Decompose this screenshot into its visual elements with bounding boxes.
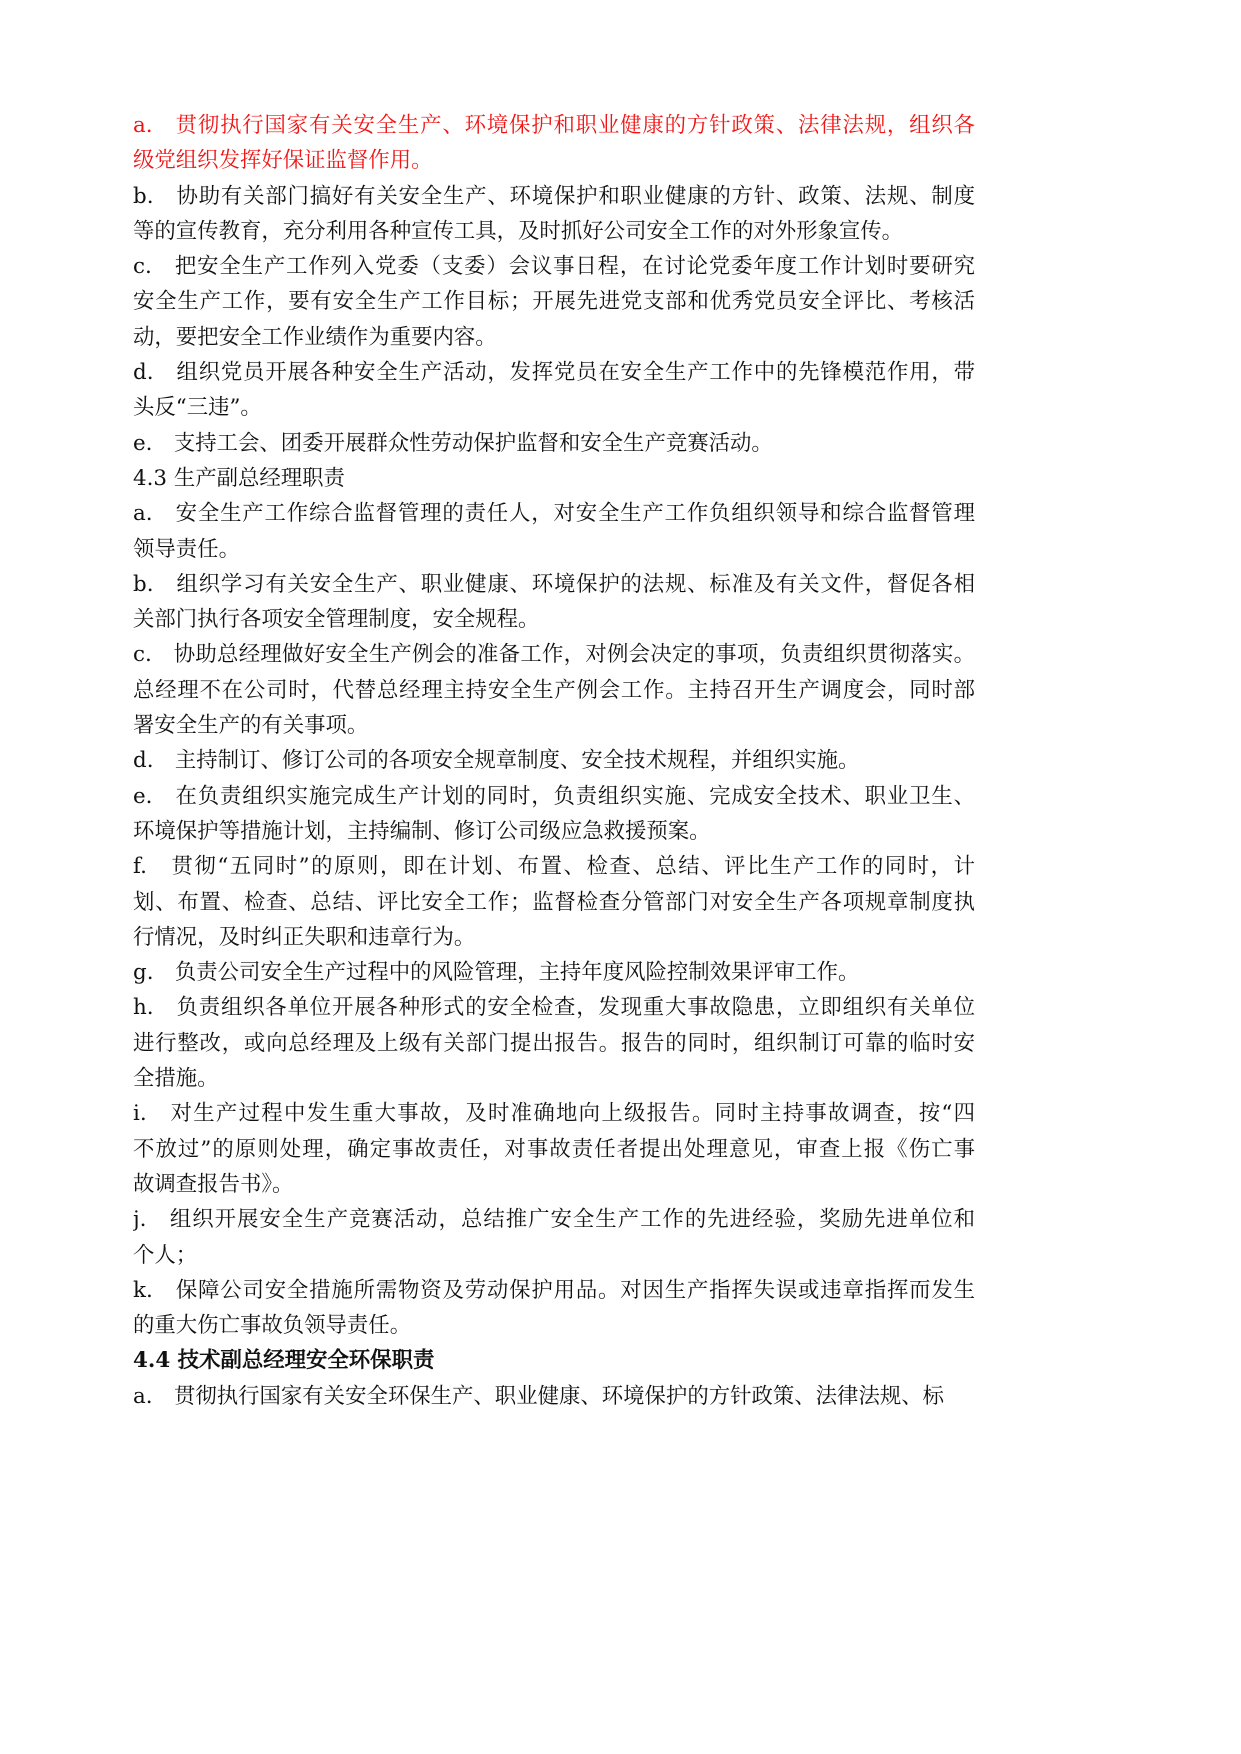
- paragraph: [133, 426, 975, 461]
- text-line: 关部门执行各项安全管理制度，安全规程。: [133, 607, 540, 633]
- text-line: 4.4 技术副总经理安全环保职责: [133, 1348, 435, 1374]
- text-line: k. 保障公司安全措施所需物资及劳动保护用品。对因生产指挥失误或违章指挥而发生: [133, 1277, 975, 1303]
- paragraph: [133, 849, 975, 955]
- text-line: 故调查报告书》。: [133, 1171, 294, 1197]
- text-line: e. 支持工会、团委开展群众性劳动保护监督和安全生产竞赛活动。: [133, 430, 773, 456]
- text-line: b. 组织学习有关安全生产、职业健康、环境保护的法规、标准及有关文件，督促各相: [133, 571, 975, 597]
- text-line: 领导责任。: [133, 536, 240, 562]
- text-line: c. 协助总经理做好安全生产例会的准备工作，对例会决定的事项，负责组织贯彻落实。: [133, 642, 975, 668]
- text-line: c. 把安全生产工作列入党委（支委）会议事日程，在讨论党委年度工作计划时要研究: [133, 254, 975, 280]
- paragraph: [133, 779, 975, 850]
- text-line: 安全生产工作，要有安全生产工作目标；开展先进党支部和优秀党员安全评比、考核活: [133, 289, 975, 315]
- text-line: e. 在负责组织实施完成生产计划的同时，负责组织实施、完成安全技术、职业卫生、: [133, 783, 975, 809]
- text-line: 划、布置、检查、总结、评比安全工作；监督检查分管部门对安全生产各项规章制度执: [133, 889, 975, 915]
- text-line: 环境保护等措施计划，主持编制、修订公司级应急救援预案。: [133, 818, 711, 844]
- text-line: 行情况，及时纠正失职和违章行为。: [133, 924, 476, 950]
- paragraph: [133, 249, 975, 355]
- text-line: a. 安全生产工作综合监督管理的责任人，对安全生产工作负组织领导和综合监督管理: [133, 501, 975, 527]
- text-line: i. 对生产过程中发生重大事故，及时准确地向上级报告。同时主持事故调查，按“四: [133, 1101, 975, 1127]
- text-line: 头反“三违”。: [133, 395, 262, 421]
- text-line: 总经理不在公司时，代替总经理主持安全生产例会工作。主持召开生产调度会，同时部: [133, 677, 975, 703]
- text-line: 不放过”的原则处理，确定事故责任，对事故责任者提出处理意见，审查上报《伤亡事: [133, 1136, 975, 1162]
- paragraph: [133, 990, 975, 1096]
- paragraph: [133, 496, 975, 567]
- text-line: h. 负责组织各单位开展各种形式的安全检查，发现重大事故隐患，立即组织有关单位: [133, 995, 975, 1021]
- paragraph: [133, 743, 975, 778]
- text-line: 进行整改，或向总经理及上级有关部门提出报告。报告的同时，组织制订可靠的临时安: [133, 1030, 975, 1056]
- text-line: d. 主持制订、修订公司的各项安全规章制度、安全技术规程，并组织实施。: [133, 748, 860, 774]
- paragraph: [133, 179, 975, 250]
- text-line: 全措施。: [133, 1066, 219, 1092]
- text-line: f. 贯彻“五同时”的原则，即在计划、布置、检查、总结、评比生产工作的同时，计: [133, 854, 975, 880]
- paragraph: [133, 1273, 975, 1344]
- text-line: 的重大伤亡事故负领导责任。: [133, 1313, 412, 1339]
- section-heading: [133, 1343, 975, 1378]
- text-line: a. 贯彻执行国家有关安全环保生产、职业健康、环境保护的方针政策、法律法规、标: [133, 1383, 945, 1409]
- text-line: 4.3 生产副总经理职责: [133, 465, 345, 491]
- text-line: 级党组织发挥好保证监督作用。: [133, 148, 433, 174]
- document-body: [133, 108, 975, 1414]
- paragraph: [133, 1202, 975, 1273]
- paragraph: [133, 1379, 975, 1414]
- paragraph: [133, 637, 975, 743]
- text-line: a. 贯彻执行国家有关安全生产、环境保护和职业健康的方针政策、法律法规，组织各: [133, 113, 975, 138]
- text-line: d. 组织党员开展各种安全生产活动，发挥党员在安全生产工作中的先锋模范作用，带: [133, 360, 975, 386]
- text-line: j. 组织开展安全生产竞赛活动，总结推广安全生产工作的先进经验，奖励先进单位和: [133, 1207, 975, 1233]
- text-line: 等的宣传教育，充分利用各种宣传工具，及时抓好公司安全工作的对外形象宣传。: [133, 218, 904, 244]
- text-line: 动，要把安全工作业绩作为重要内容。: [133, 324, 497, 350]
- paragraph: [133, 955, 975, 990]
- text-line: b. 协助有关部门搞好有关安全生产、环境保护和职业健康的方针、政策、法规、制度: [133, 183, 975, 209]
- paragraph: [133, 355, 975, 426]
- paragraph: [133, 1096, 975, 1202]
- paragraph: [133, 567, 975, 638]
- paragraph: [133, 461, 975, 496]
- text-line: g. 负责公司安全生产过程中的风险管理，主持年度风险控制效果评审工作。: [133, 960, 860, 986]
- paragraph: [133, 108, 975, 179]
- text-line: 个人；: [133, 1242, 198, 1268]
- text-line: 署安全生产的有关事项。: [133, 713, 369, 739]
